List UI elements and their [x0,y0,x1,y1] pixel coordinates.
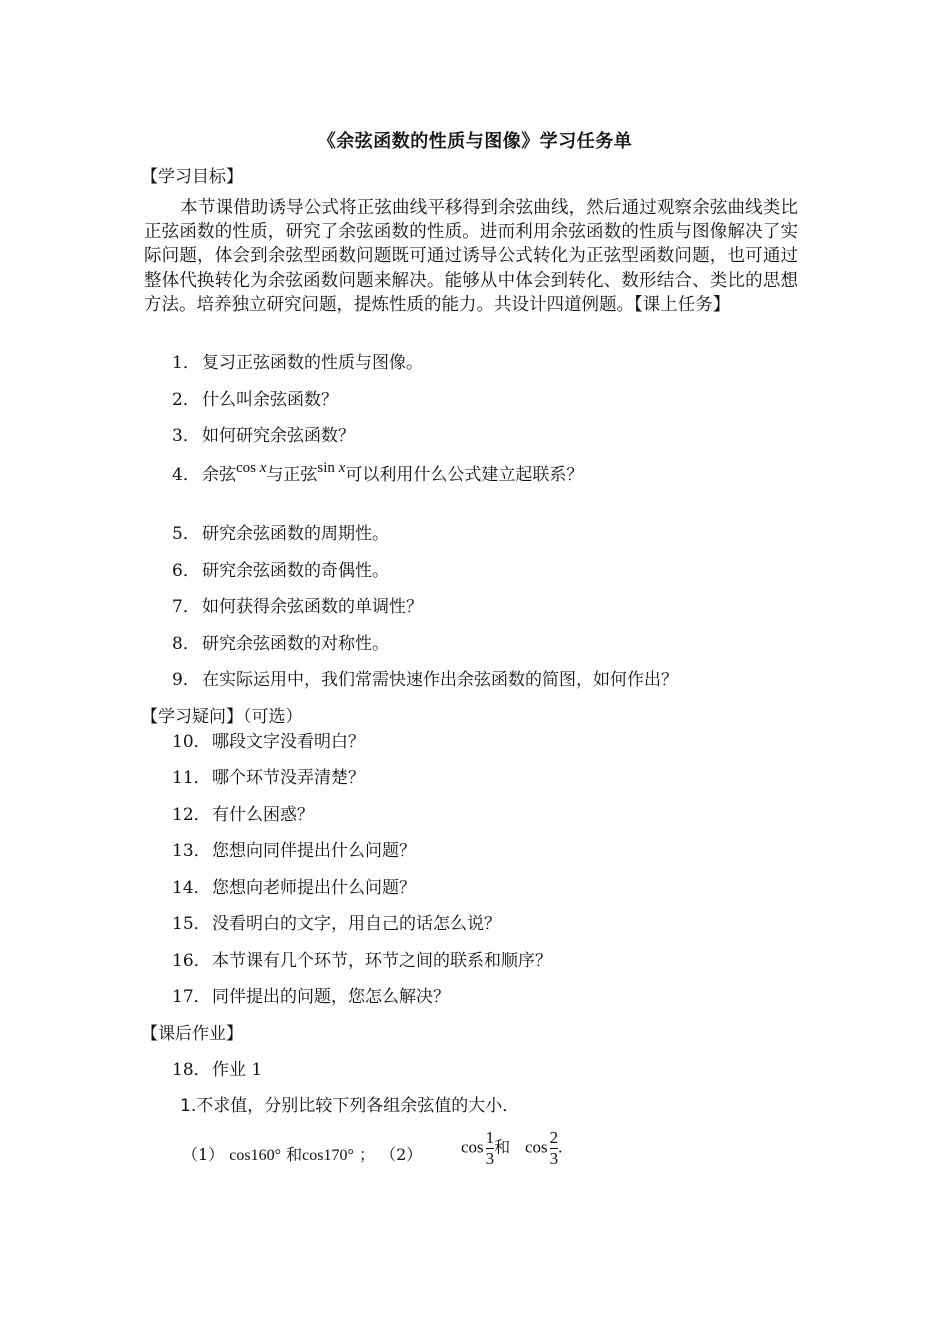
list-item: 16．本节课有几个环节，环节之间的联系和顺序？ [172,951,552,971]
part-2-expr-a: cos $\frac{1}{3}$ 和 [461,1128,511,1168]
list-item: 4． 余弦cos x与正弦sin x可以利用什么公式建立起联系？ [172,460,584,485]
list-item: 13．您想向同伴提出什么问题？ [172,841,416,861]
list-item: 7． 如何获得余弦函数的单调性？ [172,597,423,617]
part-2-label: （2） [380,1145,423,1164]
part-1-expr-a: cos160° [229,1147,282,1164]
homework-question: 1.不求值，分别比较下列各组余弦值的大小． [180,1096,520,1116]
list-item: 10．哪段文字没看明白？ [172,732,365,752]
goal-paragraph-text: 本节课借助诱导公式将正弦曲线平移得到余弦曲线，然后通过观察余弦曲线类比正弦函数的性质，研究了余弦函数的性质。进而利用余弦函数的性质与图像解决了实际问题，体会到余弦型函数问题既可通过诱导公式转化为正弦型函数问题，也可通过整体代换转化为余弦函数问题来解决。能够从中体会到转化、数形结合、类比的思想方法。培养独立研究问题，提炼性质的能力。共设计四道例题。【课上任务】 [144,198,798,315]
section-questions-heading: 【学习疑问】（可选） [141,707,303,727]
list-item: 5． 研究余弦函数的周期性。 [172,524,389,544]
list-item: 17．同伴提出的问题，您怎么解决？ [172,987,450,1007]
list-item: 6． 研究余弦函数的奇偶性。 [172,561,389,581]
list-item: 12．有什么困惑？ [172,805,314,825]
homework-parts: （1） cos160° 和cos170° ； （2） [182,1145,423,1164]
part-2-expr-b: cos $\frac{2}{3}$ . [525,1128,563,1168]
section-homework-heading: 【课后作业】 [141,1024,243,1044]
part-1-label: （1） [182,1145,225,1164]
part-1-expr-b: cos170° [302,1147,354,1164]
list-item: 2． 什么叫余弦函数？ [172,390,338,410]
list-item: 11．哪个环节没弄清楚？ [172,768,365,788]
list-item: 9． 在实际运用中，我们常需快速作出余弦函数的简图，如何作出？ [172,670,678,690]
list-item: 14．您想向老师提出什么问题？ [172,878,416,898]
page-title: 《余弦函数的性质与图像》学习任务单 [317,131,633,152]
math-sin-x: sin x [317,460,346,476]
section-goal-heading: 【学习目标】 [141,167,243,187]
list-item: 3． 如何研究余弦函数？ [172,426,355,446]
list-item: 8． 研究余弦函数的对称性。 [172,634,389,654]
list-item: 1． 复习正弦函数的性质与图像。 [172,353,423,373]
math-cos-x: cos x [236,460,267,476]
list-item: 18．作业 1 [172,1060,263,1080]
list-item: 15．没看明白的文字，用自己的话怎么说？ [172,914,501,934]
goal-paragraph [144,196,798,317]
